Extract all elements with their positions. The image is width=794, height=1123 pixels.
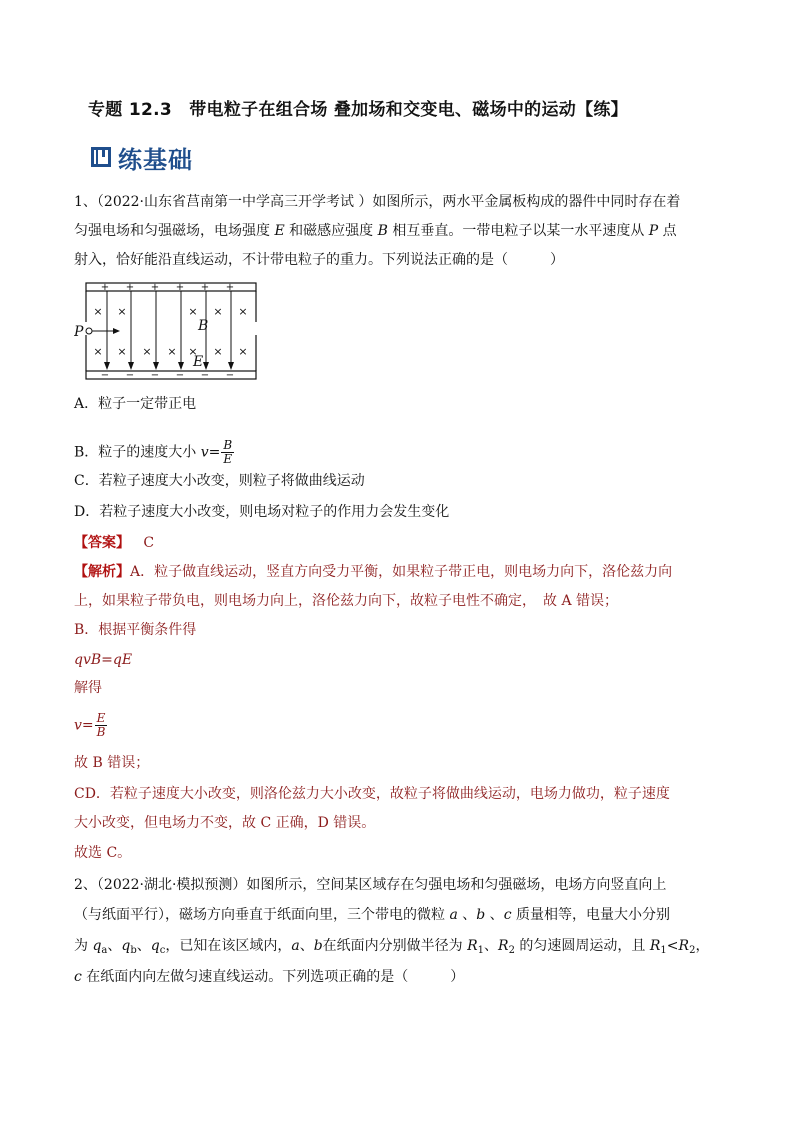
q1-analysis-line-1: 【解析】A．粒子做直线运动，竖直方向受力平衡，如果粒子带正电，则电场力向下，洛伦兹力向 <box>74 564 673 580</box>
svg-text:×: × <box>93 345 103 358</box>
svg-text:−: − <box>225 370 235 381</box>
book-icon <box>90 146 112 168</box>
q1-b-wrong: 故 B 错误； <box>74 755 150 771</box>
q2-stem-line-2: （与纸面平行），磁场方向垂直于纸面向里，三个带电的微粒 a 、b 、c 质量相等，电量大小分别 <box>74 907 670 923</box>
svg-text:×: × <box>117 345 127 358</box>
svg-text:×: × <box>238 305 248 318</box>
q2-stem-line-4: c 在纸面内向左做匀速直线运动。下列选项正确的是（ ） <box>74 969 465 985</box>
svg-text:−: − <box>150 370 160 381</box>
svg-text:B: B <box>198 318 209 334</box>
page-title: 专题 12.3 带电粒子在组合场 叠加场和交变电、磁场中的运动【练】 <box>88 100 628 120</box>
section-label: 练基础 <box>118 145 193 174</box>
q1-answer: 【答案】 C <box>74 535 155 551</box>
svg-text:+: + <box>125 282 135 293</box>
svg-text:+: + <box>150 282 160 293</box>
q1-option-c: C．若粒子速度大小改变，则粒子将做曲线运动 <box>74 473 365 489</box>
svg-text:×: × <box>167 345 177 358</box>
q1-stem-line-1: 1、（2022·山东省莒南第一中学高三开学考试 ）如图所示，两水平金属板构成的器件中同时存在着 <box>74 194 681 210</box>
svg-text:×: × <box>238 345 248 358</box>
svg-text:×: × <box>188 345 198 358</box>
svg-text:P: P <box>74 324 84 340</box>
section-heading <box>90 140 193 174</box>
q1-option-d: D．若粒子速度大小改变，则电场对粒子的作用力会发生变化 <box>74 504 450 520</box>
q1-analysis-cd-1: CD．若粒子速度大小改变，则洛伦兹力大小改变，故粒子将做曲线运动，电场力做功，粒子速度 <box>74 786 670 802</box>
q1-analysis-cd-2: 大小改变，但电场力不变，故 C 正确，D 错误。 <box>74 815 376 831</box>
svg-text:−: − <box>200 370 210 381</box>
q1-field-diagram <box>74 280 264 382</box>
svg-text:E: E <box>193 354 204 370</box>
q2-stem-line-3: 为 $q_a$、$q_b$、$q_c$，已知在该区域内，a、b在纸面内分别做半径为 $R_1$、$R_2$ 的匀速圆周运动，且 $R_1<R_2$， <box>74 938 710 956</box>
q1-option-b: B．粒子的速度大小 v= $\frac{B}{E}$ <box>74 438 233 466</box>
svg-text:×: × <box>188 305 198 318</box>
q1-option-a: A．粒子一定带正电 <box>74 396 197 412</box>
svg-text:+: + <box>225 282 235 293</box>
q2-stem-line-1: 2、（2022·湖北·模拟预测）如图所示，空间某区域存在匀强电场和匀强磁场，电场方向竖直向上 <box>74 877 667 893</box>
svg-text:×: × <box>213 345 223 358</box>
q1-stem-line-2: 匀强电场和匀强磁场，电场强度 E 和磁感应强度 B 相互垂直。一带电粒子以某一水平速度从 P 点 <box>74 223 677 239</box>
svg-text:−: − <box>100 370 110 381</box>
svg-text:×: × <box>93 305 103 318</box>
svg-text:+: + <box>100 282 110 293</box>
svg-text:+: + <box>200 282 210 293</box>
q1-analysis-line-2: 上，如果粒子带负电，则电场力向上，洛伦兹力向下，故粒子电性不确定， 故 A 错误； <box>74 593 619 609</box>
q1-conclusion: 故选 C。 <box>74 845 132 861</box>
q1-stem-line-3: 射入，恰好能沿直线运动，不计带电粒子的重力。下列说法正确的是（ ） <box>74 252 564 268</box>
svg-text:×: × <box>117 305 127 318</box>
q1-equation-1: qvB=qE <box>74 652 133 668</box>
svg-text:×: × <box>213 305 223 318</box>
q1-solve-label: 解得 <box>74 680 102 696</box>
q1-analysis-line-3: B．根据平衡条件得 <box>74 622 197 638</box>
svg-text:×: × <box>142 345 152 358</box>
svg-text:−: − <box>125 370 135 381</box>
svg-text:−: − <box>175 370 185 381</box>
svg-text:+: + <box>175 282 185 293</box>
q1-equation-2: v= $\frac{E}{B}$ <box>74 711 106 739</box>
